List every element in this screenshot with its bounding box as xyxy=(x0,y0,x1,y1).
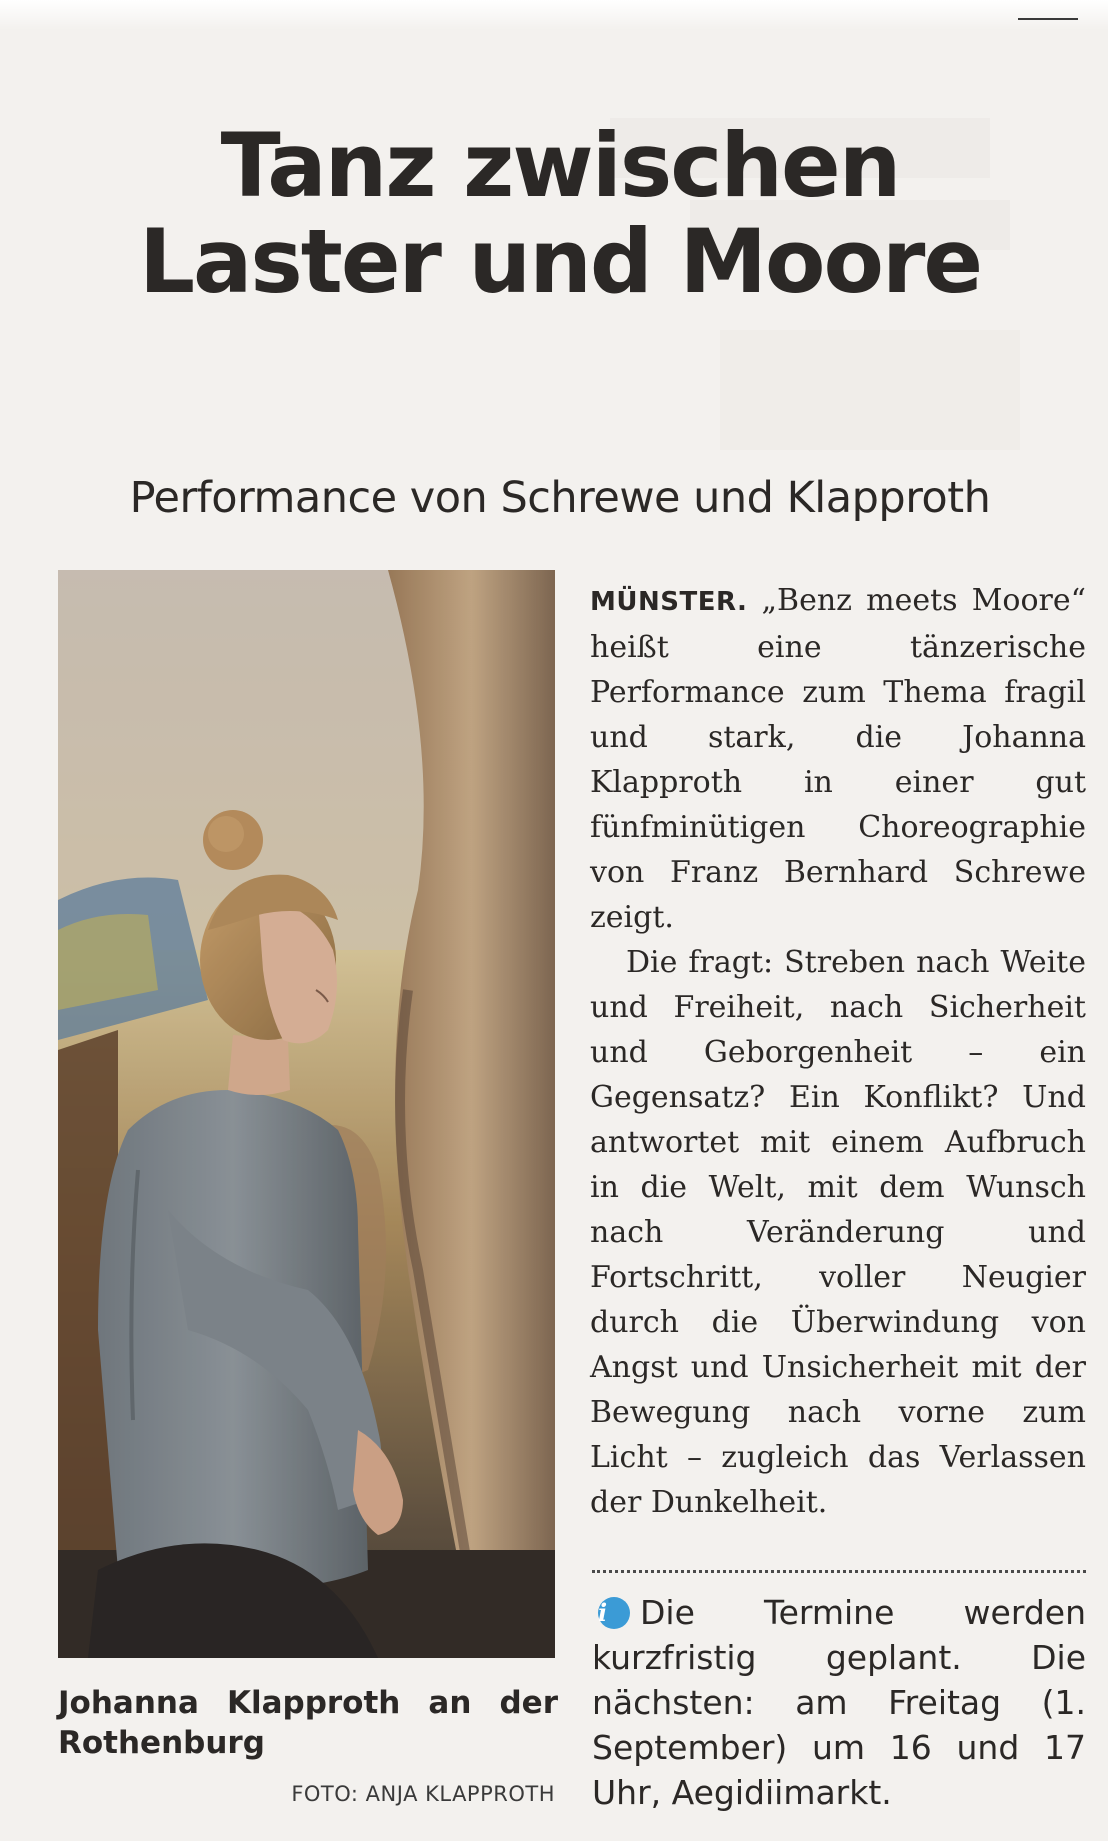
paragraph-text: „Benz meets Moore“ heißt eine tänzerische Performance zum Thema fragil und stark, die Johanna Klapproth in einer gut fünfminütigen Choreographie von Franz Bernhard Schrewe zeigt. xyxy=(590,583,1086,935)
article-paragraph: Die fragt: Streben nach Weite und Freiheit, nach Sicherheit und Geborgenheit – ein Gegensatz? Ein Konflikt? Und antwortet mit einem Aufbruch in die Welt, mit dem Wunsch nach Veränderung und Fortschritt, voller Neugier durch die Überwindung von Angst und Unsicherheit mit der Bewegung nach vorne zum Licht – zugleich das Verlassen der Dunkelheit. xyxy=(590,945,1086,1520)
dateline: MÜNSTER. xyxy=(590,587,748,617)
scan-edge xyxy=(0,0,1108,30)
article-body xyxy=(590,578,1086,1525)
bleed-through-smudge xyxy=(720,330,1020,450)
article-subheadline: Performance von Schrewe und Klapproth xyxy=(129,473,991,523)
photo-caption: Johanna Klapproth an der Rothenburg xyxy=(58,1685,558,1761)
info-text: Die Termine werden kurzfristig geplant. Die nächsten: am Freitag (1. September) um 16 und 17 Uhr, Aegidiimarkt. xyxy=(592,1593,1086,1812)
article-headline: Tanz zwischen Laster und Moore xyxy=(138,114,982,313)
info-box xyxy=(592,1590,1086,1815)
article-photo xyxy=(58,570,555,1658)
column-rule xyxy=(1018,18,1078,20)
article-paragraph xyxy=(590,578,1086,940)
section-divider xyxy=(592,1570,1086,1573)
dancer-photo-illustration xyxy=(58,570,555,1658)
photo-credit: FOTO: ANJA KLAPPROTH xyxy=(291,1782,555,1806)
info-icon: i xyxy=(598,1597,630,1629)
